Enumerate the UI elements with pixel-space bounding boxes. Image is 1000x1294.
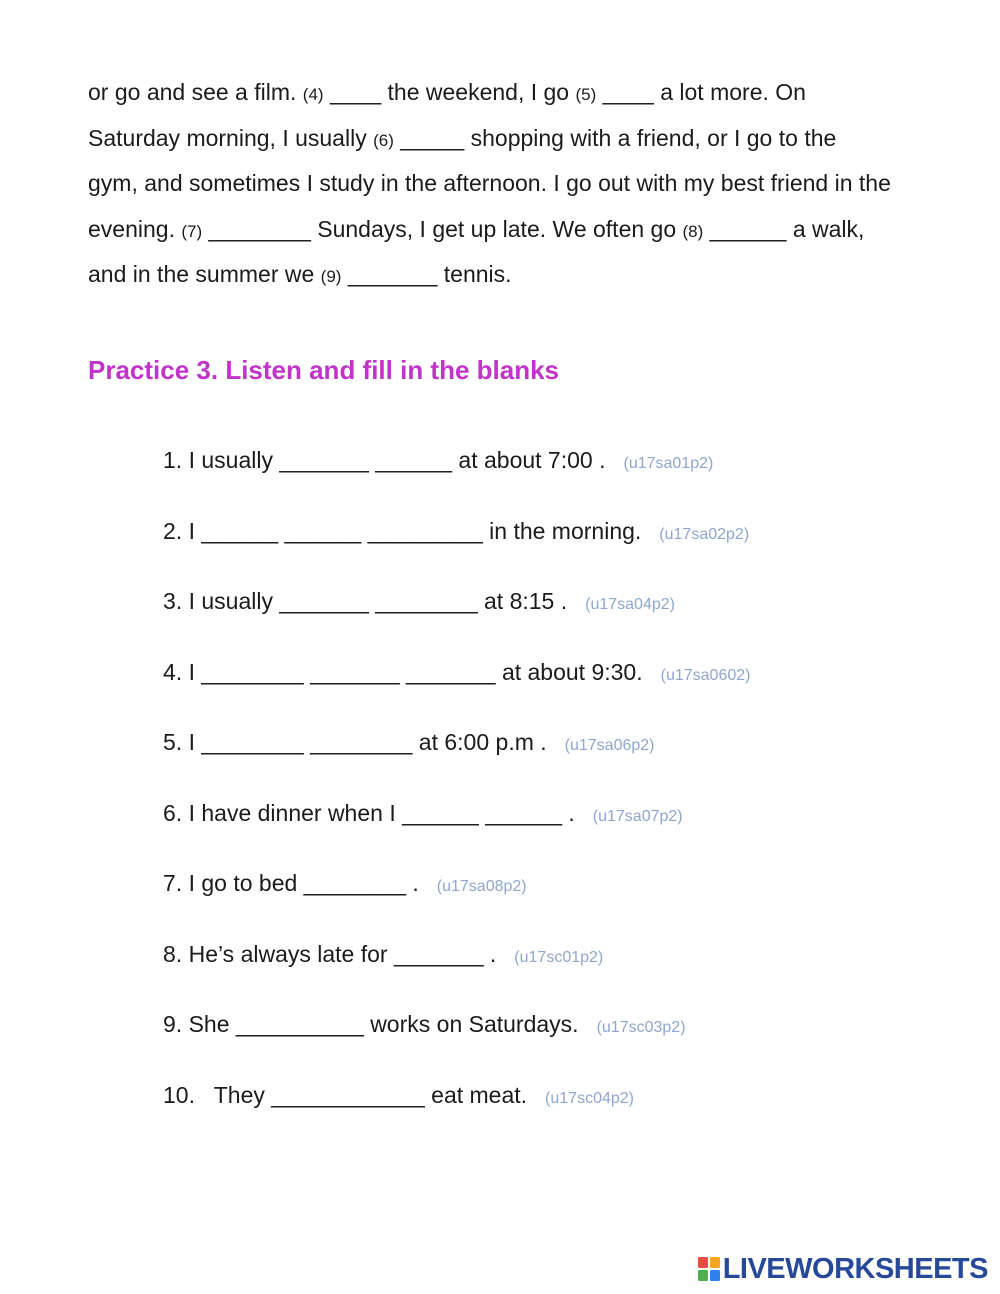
passage-line xyxy=(88,207,958,253)
passage-text: ________ Sundays, I get up late. We often go xyxy=(202,215,683,242)
exercise-item xyxy=(163,440,750,511)
passage-text: evening. xyxy=(88,215,182,242)
reading-passage xyxy=(88,70,958,298)
item-number: 7. xyxy=(163,870,183,896)
liveworksheets-logo-icon xyxy=(698,1257,720,1281)
item-text: I go to bed ________ . xyxy=(188,870,419,896)
passage-line xyxy=(88,161,958,207)
item-text: I ________ _______ _______ at about 9:30. xyxy=(188,658,643,685)
item-text: I usually _______ ________ at 8:15 . xyxy=(188,588,568,614)
passage-line xyxy=(88,252,958,298)
exercise-item xyxy=(163,863,750,934)
audio-code: (u17sc03p2) xyxy=(596,1019,686,1036)
passage-text: or go and see a film. xyxy=(88,79,303,105)
item-text: I have dinner when I ______ ______ . xyxy=(188,799,575,826)
audio-code: (u17sa08p2) xyxy=(436,878,527,895)
practice-heading: Practice 3. Listen and fill in the blanks xyxy=(88,355,560,385)
item-text: She __________ works on Saturdays. xyxy=(188,1011,579,1037)
exercise-item xyxy=(163,934,750,1005)
logo-text: LIVEWORKSHEETS xyxy=(722,1252,988,1285)
passage-text: ____ the weekend, I go xyxy=(323,79,576,105)
audio-code: (u17sc01p2) xyxy=(514,948,604,966)
audio-code: (u17sa04p2) xyxy=(585,596,675,613)
item-number: 5. xyxy=(163,729,183,755)
audio-code: (u17sa01p2) xyxy=(623,455,714,472)
liveworksheets-logo[interactable] xyxy=(698,1252,988,1286)
blank-number: (9) xyxy=(320,267,342,286)
item-text: He’s always late for _______ . xyxy=(188,940,497,967)
item-number: 10. xyxy=(163,1081,195,1108)
item-text: They ____________ eat meat. xyxy=(213,1081,528,1108)
passage-text: _____ shopping with a friend, or I go to the xyxy=(393,124,837,151)
item-number: 1. xyxy=(163,447,183,473)
blank-number: (4) xyxy=(302,85,324,104)
item-number: 8. xyxy=(163,940,183,967)
item-text: I usually _______ ______ at about 7:00 . xyxy=(188,447,606,473)
audio-code: (u17sc04p2) xyxy=(545,1089,634,1107)
audio-code: (u17sa07p2) xyxy=(592,807,683,825)
passage-text: gym, and sometimes I study in the afternoon. I go out with my best friend in the xyxy=(88,170,891,196)
passage-text: Saturday morning, I usually xyxy=(88,124,374,151)
exercise-item xyxy=(163,722,750,793)
passage-line xyxy=(88,116,958,162)
passage-text: _______ tennis. xyxy=(341,261,512,287)
item-number: 3. xyxy=(163,588,183,614)
item-number: 4. xyxy=(163,658,183,685)
audio-code: (u17sa02p2) xyxy=(659,525,750,543)
exercise-item xyxy=(163,793,750,864)
exercise-item xyxy=(163,1075,750,1146)
passage-text: ______ a walk, xyxy=(703,215,865,242)
exercise-item xyxy=(163,581,750,652)
blank-number: (5) xyxy=(575,85,597,104)
item-text: I ______ ______ _________ in the morning. xyxy=(188,517,642,544)
audio-code: (u17sa0602) xyxy=(660,666,751,684)
passage-text: and in the summer we xyxy=(88,261,321,287)
item-text: I ________ ________ at 6:00 p.m . xyxy=(188,729,547,755)
item-number: 2. xyxy=(163,517,183,544)
item-number: 9. xyxy=(163,1011,183,1037)
blank-number: (6) xyxy=(373,130,394,150)
audio-code: (u17sa06p2) xyxy=(564,737,655,754)
passage-text: ____ a lot more. On xyxy=(596,79,806,105)
exercise-item xyxy=(163,511,750,582)
blank-number: (7) xyxy=(181,221,203,241)
exercise-item xyxy=(163,1004,750,1075)
passage-line xyxy=(88,70,958,116)
exercise-list xyxy=(163,440,750,1145)
blank-number: (8) xyxy=(682,221,704,241)
item-number: 6. xyxy=(163,799,183,826)
exercise-item xyxy=(163,652,750,723)
